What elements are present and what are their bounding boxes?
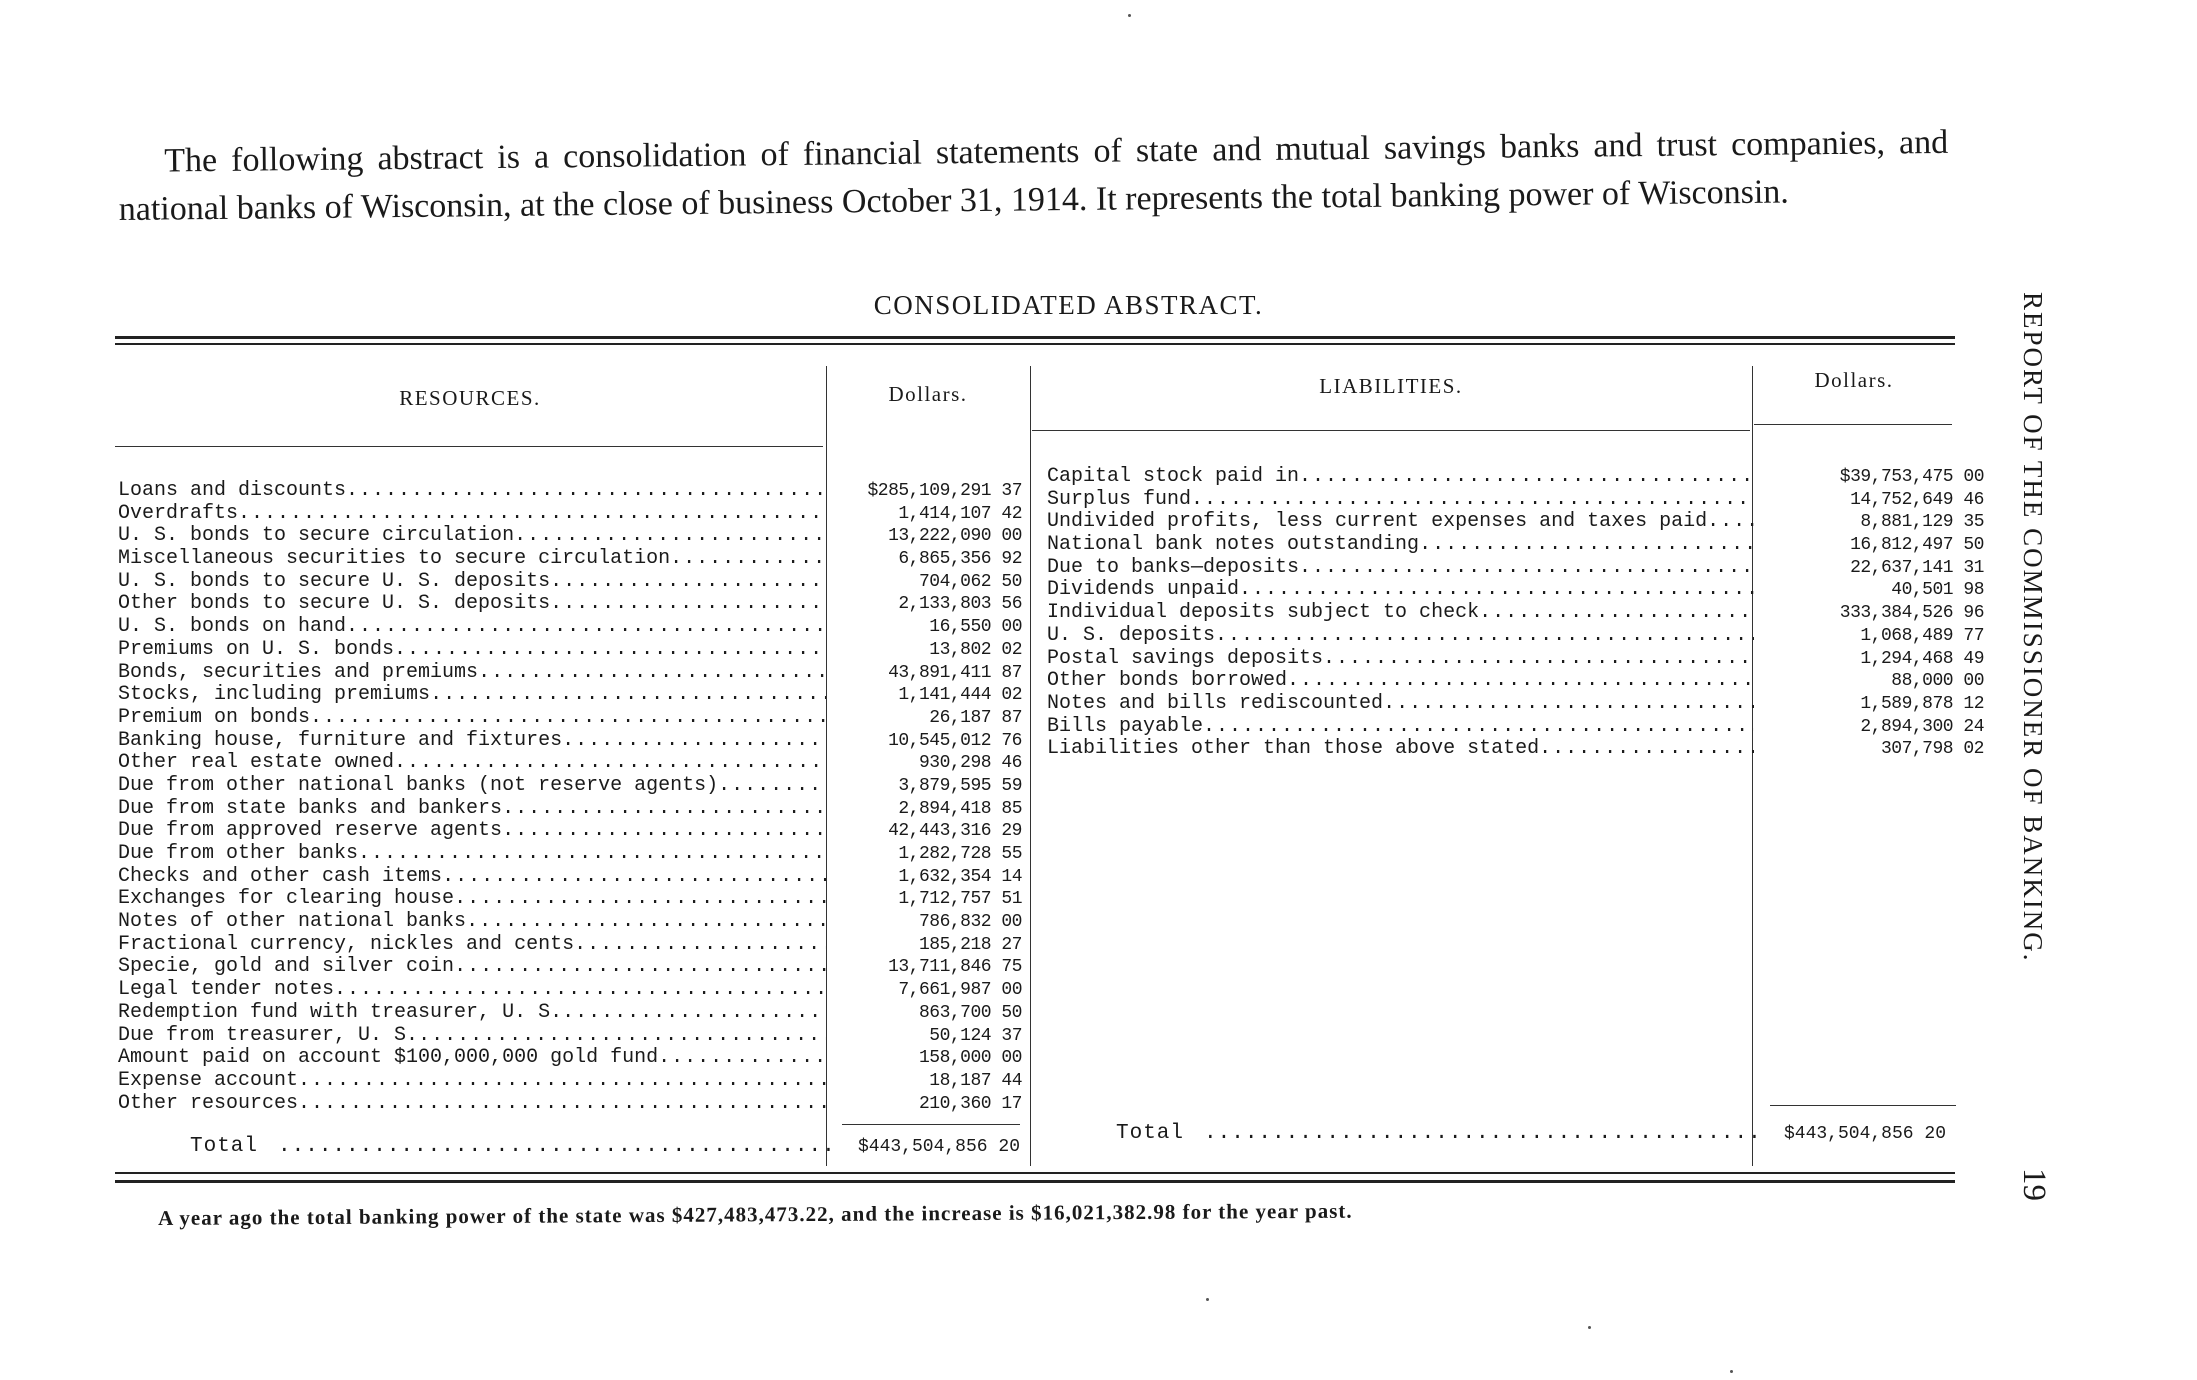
leader-dots [418,1025,826,1048]
resource-label: Premium on bonds [118,706,311,729]
leader-dots [502,798,826,821]
liability-amount: 2,894,300 24 [1860,716,1984,737]
leader-dots [394,639,826,662]
resources-sum-rule [842,1124,1020,1125]
resource-amount: 704,062 50 [918,571,1022,592]
liability-amount: 1,589,878 12 [1860,693,1984,714]
resource-amount: $285,109,291 37 [867,481,1022,501]
liabilities-total-label: Total [1116,1122,1185,1145]
leader-dots [346,616,826,639]
liability-label: Dividends unpaid [1047,579,1240,602]
header-underline-liab-dollars [1754,424,1952,425]
resource-amount: 7,661,987 00 [898,980,1022,1001]
resource-amount: 10,545,012 76 [888,730,1022,751]
resource-row [118,593,1118,616]
resource-label: Notes of other national banks [118,911,467,934]
resource-amount: 1,141,444 02 [898,685,1022,706]
resource-amount: 50,124 37 [929,1025,1022,1046]
resource-amount: 1,414,107 42 [898,503,1022,524]
resource-label: Overdrafts [118,502,239,525]
leader-dots [358,843,826,866]
header-underline-liabilities [1032,430,1750,431]
resource-row [118,480,1118,503]
resource-amount: 863,700 50 [918,1002,1022,1023]
leader-dots [550,571,826,594]
leader-dots [454,888,826,911]
liability-amount: 16,812,497 50 [1850,535,1984,556]
liability-label: Individual deposits subject to check [1047,602,1480,625]
resource-label: Legal tender notes [118,979,335,1002]
resources-list [118,480,1118,1115]
leader-dots [298,1070,826,1093]
resource-row [118,843,1118,866]
liability-amount: 14,752,649 46 [1850,489,1984,510]
resource-row [118,866,1118,889]
liability-amount: 22,637,141 31 [1850,557,1984,578]
liability-label: Bills payable [1047,715,1204,738]
leader-dots [550,593,826,616]
resource-label: Fractional currency, nickles and cents [118,933,575,956]
leader-dots [1707,511,1754,534]
resource-row [118,662,1118,685]
liability-label: Postal savings deposits [1047,647,1324,670]
resources-header: RESOURCES. [399,386,541,410]
liability-amount: 40,501 98 [1891,580,1984,601]
liability-amount: 8,881,129 35 [1860,512,1984,533]
bottom-rule-secondary [115,1180,1955,1183]
resource-amount: 13,711,846 75 [888,957,1022,978]
resource-row [118,684,1118,707]
leader-dots [430,684,826,707]
liability-label: Surplus fund [1047,488,1192,511]
resources-total-label: Total [190,1135,259,1158]
resource-row [118,1070,1118,1093]
scan-speck [1206,1298,1209,1301]
leader-dots [1203,716,1754,739]
resources-total-row [190,1134,1020,1160]
resource-row [118,503,1118,526]
resource-row [118,775,1118,798]
resource-label: U. S. bonds to secure U. S. deposits [118,570,551,593]
liability-label: Notes and bills rediscounted [1047,692,1384,715]
resource-amount: 1,712,757 51 [898,889,1022,910]
leader-dots [1191,489,1754,512]
resource-label: Banking house, furniture and fixtures [118,729,563,752]
resource-row [118,639,1118,662]
leader-dots [1215,625,1754,648]
resource-row [118,616,1118,639]
resource-row [118,525,1118,548]
resource-amount: 2,894,418 85 [898,798,1022,819]
leader-dots [574,934,826,957]
leader-dots [298,1093,826,1116]
liability-label: Other bonds borrowed [1047,670,1288,693]
resources-total-amount: $443,504,856 20 [857,1137,1020,1157]
resource-label: Due from other national banks (not reserve agents) [118,774,719,797]
resource-row [118,1025,1118,1048]
leader-dots [1539,738,1754,761]
resource-label: Other resources [118,1092,299,1115]
resource-amount: 210,360 17 [918,1093,1022,1114]
liabilities-sum-rule [1770,1105,1956,1106]
leader-dots [442,866,826,889]
leader-dots [466,911,826,934]
resource-label: Loans and discounts [118,480,347,502]
leader-dots [658,1047,826,1070]
resource-amount: 786,832 00 [918,912,1022,933]
liabilities-header: LIABILITIES. [1319,374,1463,398]
resource-label: Checks and other cash items [118,865,443,888]
resource-label: Due from state banks and bankers [118,797,503,820]
resource-amount: 43,891,411 87 [888,662,1022,683]
intro-paragraph: The following abstract is a consolidation of financial statements of state and mutual savings banks and trust companies, and national banks of Wisconsin, at the close of business October 31, 1914. It represents the total banking power of Wisconsin. [118,123,1949,228]
resources-dollars-header: Dollars. [888,382,968,406]
resource-row [118,820,1118,843]
resource-amount: 3,879,595 59 [898,775,1022,796]
resource-label: Premiums on U. S. bonds [118,638,395,661]
scan-speck [1588,1326,1591,1329]
resource-label: Due from treasurer, U. S. [118,1024,419,1047]
resource-label: Due from other banks [118,843,359,865]
leader-dots [1299,557,1754,580]
leader-dots [478,662,826,685]
resource-label: Other bonds to secure U. S. deposits [118,593,551,616]
leader-dots [346,480,826,503]
resource-label: U. S. bonds to secure circulation [118,525,515,548]
leader-dots [334,979,826,1002]
leader-dots [1383,693,1754,716]
resource-row [118,730,1118,753]
resource-amount: 2,133,803 56 [898,594,1022,615]
leader-dots [394,752,826,775]
leader-dots [278,1134,830,1160]
leader-dots [1299,466,1754,489]
liability-amount: 88,000 00 [1891,671,1984,692]
leader-dots [562,730,826,753]
liabilities-total-amount: $443,504,856 20 [1783,1124,1946,1144]
resource-amount: 26,187 87 [929,707,1022,728]
liability-label: U. S. deposits [1047,624,1216,647]
leader-dots [502,820,826,843]
resource-label: Redemption fund with treasurer, U. S. [118,1001,563,1024]
resource-amount: 42,443,316 29 [888,821,1022,842]
resource-label: Due from approved reserve agents [118,820,503,843]
leader-dots [238,503,826,526]
resource-amount: 16,550 00 [929,617,1022,638]
liability-amount: 1,294,468 49 [1860,648,1984,669]
leader-dots [718,775,826,798]
liability-amount: $39,753,475 00 [1839,467,1984,487]
resource-row [118,1002,1118,1025]
resource-row [118,1093,1118,1116]
resource-label: Expense account [118,1069,299,1092]
resource-row [118,979,1118,1002]
resource-row [118,888,1118,911]
resource-label: Exchanges for clearing house [118,888,455,911]
leader-dots [1204,1121,1756,1147]
resource-row [118,798,1118,821]
leader-dots [562,1002,826,1025]
liabilities-total-row [1116,1121,1952,1147]
resource-amount: 18,187 44 [929,1070,1022,1091]
resource-amount: 13,802 02 [929,639,1022,660]
table-title: CONSOLIDATED ABSTRACT. [873,290,1264,320]
resource-row [118,1047,1118,1070]
resource-row [118,707,1118,730]
leader-dots [514,525,826,548]
running-head: REPORT OF THE COMMISSIONER OF BANKING. [2018,292,2048,963]
top-rule-secondary [115,343,1955,345]
resource-label: Other real estate owned [118,752,395,775]
page-number: 19 [2016,1168,2052,1201]
resource-amount: 158,000 00 [918,1048,1022,1069]
resource-row [118,752,1118,775]
leader-dots [310,707,826,730]
liabilities-dollars-header: Dollars. [1814,368,1894,392]
liability-amount: 307,798 02 [1880,739,1984,760]
resource-label: Miscellaneous securities to secure circulation [118,548,671,571]
resource-amount: 13,222,090 00 [888,526,1022,547]
liability-label: National bank notes outstanding [1047,534,1420,557]
top-rule [115,336,1955,339]
leader-dots [1419,534,1754,557]
leader-dots [1323,648,1754,671]
resource-row [118,548,1118,571]
liability-label: Liabilities other than those above stated [1047,738,1540,761]
resource-row [118,571,1118,594]
liability-label: Undivided profits, less current expenses and taxes paid [1047,511,1708,534]
scan-speck [1128,14,1131,17]
resource-amount: 6,865,356 92 [898,549,1022,570]
scan-speck [1730,1370,1733,1373]
footnote: A year ago the total banking power of the state was $427,483,473.22, and the increase is $16,021,382.98 for the year past. [158,1198,1353,1230]
resource-row [118,911,1118,934]
resource-amount: 930,298 46 [918,753,1022,774]
resource-label: U. S. bonds on hand [118,616,347,639]
resource-amount: 1,632,354 14 [898,866,1022,887]
resource-row [118,934,1118,957]
resource-row [118,956,1118,979]
liability-amount: 333,384,526 96 [1839,603,1984,624]
leader-dots [454,956,826,979]
leader-dots [1479,602,1754,625]
liability-amount: 1,068,489 77 [1860,625,1984,646]
leader-dots [670,548,826,571]
resource-amount: 185,218 27 [918,934,1022,955]
header-underline-resources [115,446,823,447]
resource-label: Bonds, securities and premiums [118,661,479,684]
liability-label: Due to banks—deposits [1047,556,1300,579]
leader-dots [1287,670,1754,693]
resource-amount: 1,282,728 55 [898,844,1022,864]
resource-label: Amount paid on account $100,000,000 gold fund [118,1047,659,1070]
resource-label: Stocks, including premiums [118,684,431,707]
resource-label: Specie, gold and silver coin [118,956,455,979]
liability-label: Capital stock paid in [1047,466,1300,488]
bottom-rule [115,1172,1955,1174]
leader-dots [1239,579,1754,602]
